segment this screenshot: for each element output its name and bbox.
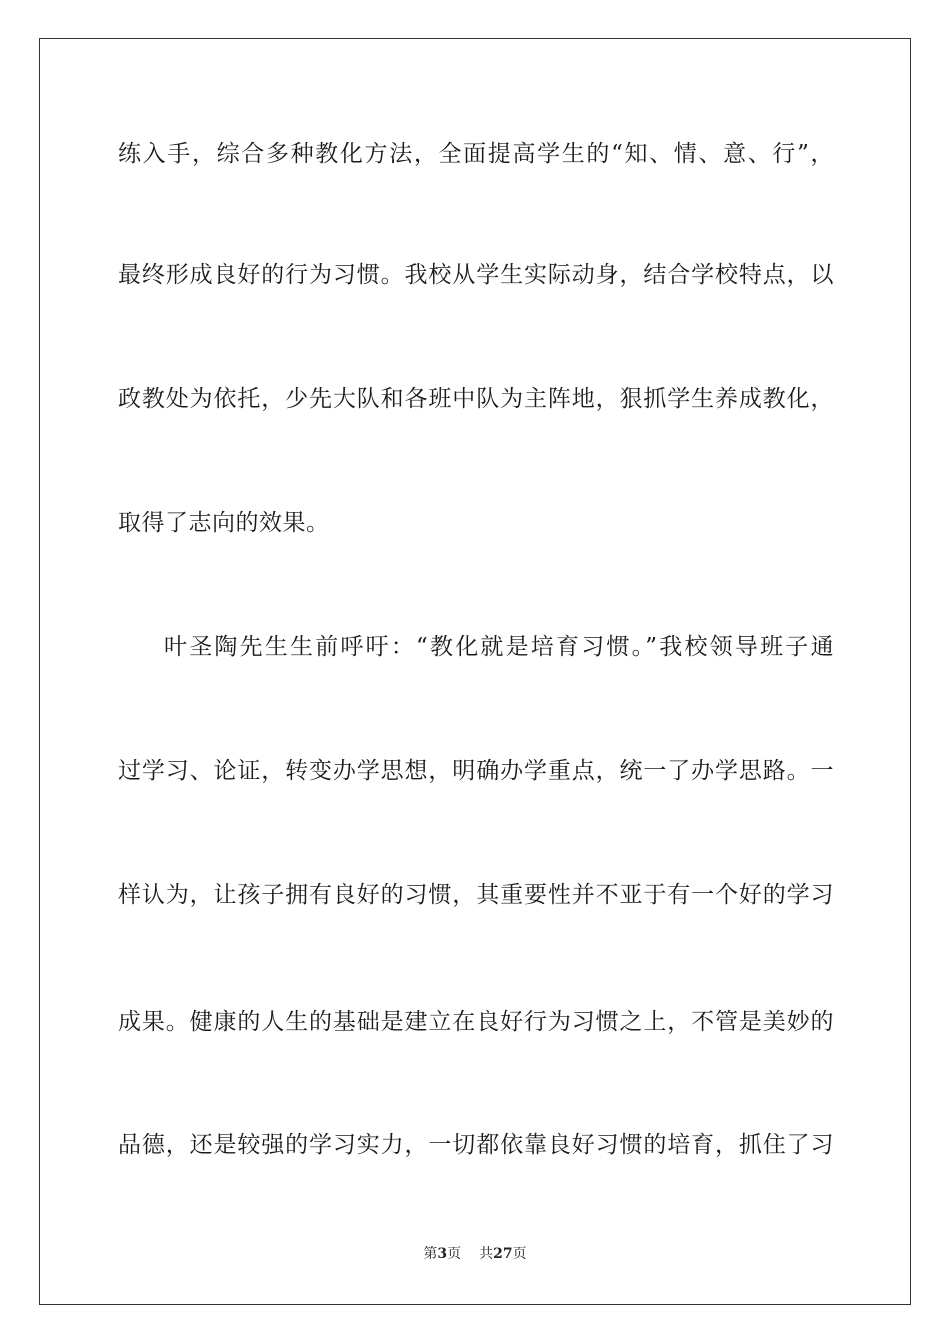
text-line: 取得了志向的效果。 [118,510,330,536]
text-line: 政教处为依托，少先大队和各班中队为主阵地，狠抓学生养成教化， [118,386,834,412]
text-line: 练入手，综合多种教化方法，全面提高学生的“知、情、意、行”， [118,141,834,167]
page-footer [0,1245,950,1263]
text-line: 最终形成良好的行为习惯。我校从学生实际动身，结合学校特点，以 [118,262,834,288]
total-suffix: 页 [512,1246,527,1262]
text-line: 成果。健康的人生的基础是建立在良好行为习惯之上，不管是美妙的 [118,1009,834,1035]
total-prefix: 共 [479,1246,494,1262]
page-prefix: 第 [423,1246,438,1262]
page-border [39,38,911,1305]
text-line: 样认为，让孩子拥有良好的习惯，其重要性并不亚于有一个好的学习 [118,882,834,908]
page-number: 3 [437,1246,448,1262]
text-line: 品德，还是较强的学习实力，一切都依靠良好习惯的培育，抓住了习 [118,1132,834,1158]
total-pages: 27 [493,1246,513,1262]
page-suffix: 页 [447,1246,462,1262]
paragraph-first-line: 叶圣陶先生生前呼吁：“教化就是培育习惯。”我校领导班子通 [164,634,834,660]
text-line: 过学习、论证，转变办学思想，明确办学重点，统一了办学思路。一 [118,758,834,784]
